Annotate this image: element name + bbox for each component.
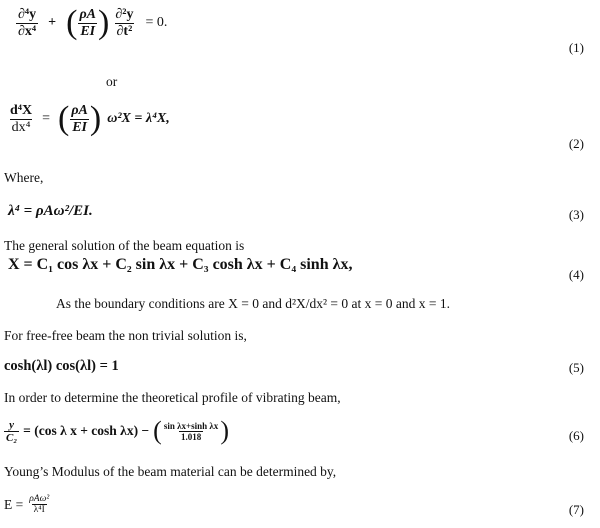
eq1-paren-den: EI [80,23,96,39]
eq1-number: (1) [568,40,584,55]
equation-2 [8,102,170,136]
eq2-equals: = [42,111,50,126]
eq2-paren-num: ρA [71,102,88,118]
equation-4: X = C₁ cos λx + C₂ sin λx + C₃ cosh λx + C₄ sinh λx, [8,256,353,273]
eq7-number: (7) [568,502,584,517]
eq1-left-paren: ( [66,4,78,41]
profile-intro: In order to determine the theoretical profile of vibrating beam, [4,390,341,405]
eq1-lhs-num: ∂⁴y [18,6,37,22]
eq1-paren-fraction [77,7,98,40]
eq6-right-paren: ) [220,416,229,445]
eq7-num: ρAω² [29,494,50,504]
eq3-number: (3) [568,207,584,222]
equation-6 [4,418,229,444]
eq2-paren-den: EI [72,119,87,135]
youngs-modulus-intro: Young’s Modulus of the beam material can be determined by, [4,464,337,479]
eq1-lhs-den: ∂x⁴ [18,23,37,39]
or-text: or [106,74,118,89]
eq2-number: (2) [568,136,584,151]
eq5-number: (5) [568,360,584,375]
eq1-right-paren: ) [98,4,110,41]
eq6-lhs-fraction [4,419,19,444]
eq1-rhs-den: ∂t² [116,23,133,39]
where-text: Where, [4,170,44,185]
eq6-frac-den: 1.018 [180,431,202,442]
equation-7 [4,494,51,515]
eq2-lhs-fraction [8,103,34,136]
eq7-den: λ⁴I [33,505,45,515]
equation-1 [16,6,167,40]
equation-5: cosh(λl) cos(λl) = 1 [4,358,119,374]
eq1-paren-num: ρA [79,6,96,22]
eq1-rhs-num: ∂²y [115,6,134,22]
eq6-lhs-num: y [9,418,15,431]
eq7-lhs: E = [4,496,24,512]
eq6-lhs-den: C₂ [6,431,18,444]
eq6-middle: = (cos λ x + cosh λx) − [23,423,150,438]
eq1-tail: = 0. [145,15,168,30]
eq2-paren-fraction [69,103,90,136]
eq7-fraction [27,494,51,515]
eq4-number: (4) [568,267,584,282]
free-free-intro: For free-free beam the non trivial solution is, [4,328,247,343]
general-solution-intro: The general solution of the beam equation is [4,238,245,253]
eq2-lhs-den: dx⁴ [11,119,31,135]
eq6-frac-num: sin λx+sinh λx [163,420,219,431]
eq6-right-fraction [162,421,221,442]
eq2-left-paren: ( [58,100,70,137]
eq2-tail: ω²X = λ⁴X, [107,111,170,126]
equation-3: λ⁴ = ρAω²/EI. [8,203,93,219]
boundary-conditions-text: As the boundary conditions are X = 0 and d²X/dx² = 0 at x = 0 and x = 1. [56,296,450,311]
eq1-rhs-fraction [113,7,135,40]
eq6-number: (6) [568,428,584,443]
eq2-right-paren: ) [89,100,102,137]
eq1-plus: + [48,15,57,30]
eq1-lhs-fraction [16,7,38,40]
eq6-left-paren: ( [153,416,162,445]
eq2-lhs-num: d⁴X [10,102,33,118]
